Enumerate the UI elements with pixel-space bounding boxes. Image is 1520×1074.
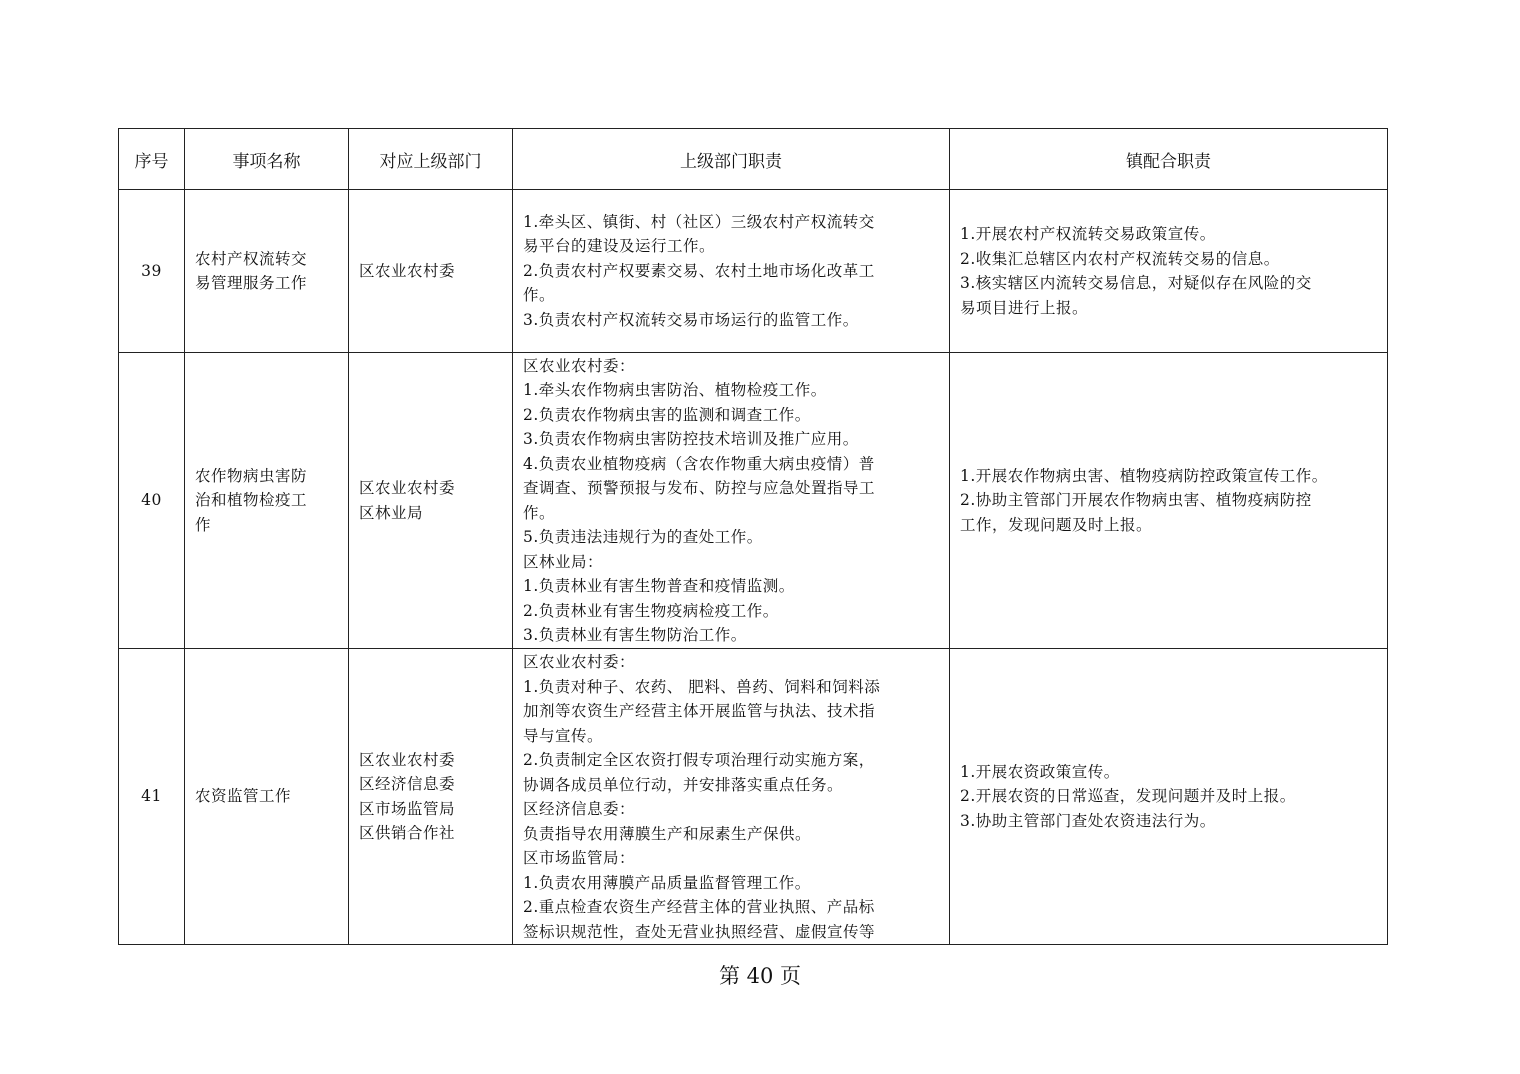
header-number: 序号 <box>119 129 185 190</box>
duty-line: 2.负责制定全区农资打假专项治理行动实施方案， <box>523 751 875 769</box>
duty-line: 作。 <box>523 503 556 522</box>
duty-line: 2.开展农资的日常巡查，发现问题并及时上报。 <box>960 787 1296 806</box>
duty-line: 易平台的建设及运行工作。 <box>523 237 716 256</box>
department-cell <box>349 190 513 353</box>
duty-line: 5.负责违法违规行为的查处工作。 <box>523 528 763 546</box>
department-line: 区市场监管局 <box>359 799 456 818</box>
item-name-line: 治和植物检疫工 <box>195 491 308 510</box>
duty-line: 1.负责林业有害生物普查和疫情监测。 <box>523 577 795 595</box>
duty-line: 2.协助主管部门开展农作物病虫害、植物疫病防控 <box>960 491 1312 510</box>
table-row <box>119 190 1388 353</box>
duty-line: 区农业农村委： <box>523 356 636 375</box>
duty-line: 负责指导农用薄膜生产和尿素生产保供。 <box>523 824 812 843</box>
table-row <box>119 353 1388 649</box>
header-upper-duties: 上级部门职责 <box>513 129 950 190</box>
duty-line: 2.收集汇总辖区内农村产权流转交易的信息。 <box>960 249 1280 268</box>
header-upper-department: 对应上级部门 <box>349 129 513 190</box>
duty-line: 查调查、预警预报与发布、防控与应急处置指导工 <box>523 479 876 497</box>
item-name-cell <box>185 353 349 649</box>
duty-table <box>118 128 1388 945</box>
department-cell <box>349 353 513 649</box>
item-name-line: 易管理服务工作 <box>195 274 308 292</box>
department-line: 区农业农村委 <box>359 750 456 769</box>
upper-duties-cell <box>513 353 950 649</box>
duty-line: 1.负责对种子、农药、 肥料、兽药、饲料和饲料添 <box>523 677 881 696</box>
duty-line: 3.协助主管部门查处农资违法行为。 <box>960 811 1216 830</box>
duty-line: 区市场监管局： <box>523 849 636 867</box>
duty-line: 区经济信息委： <box>523 800 636 818</box>
upper-duties-cell <box>513 649 950 945</box>
department-line: 区农业农村委 <box>359 479 456 497</box>
department-cell <box>349 649 513 945</box>
department-line: 区农业农村委 <box>359 261 456 280</box>
duty-line: 加剂等农资生产经营主体开展监管与执法、技术指 <box>523 702 876 720</box>
duty-line: 作。 <box>523 286 556 305</box>
duty-line: 1.负责农用薄膜产品质量监督管理工作。 <box>523 873 811 892</box>
duty-line: 3.负责林业有害生物防治工作。 <box>523 626 747 644</box>
duty-line: 3.负责农作物病虫害防控技术培训及推广应用。 <box>523 430 859 448</box>
row-number: 39 <box>119 190 185 353</box>
town-duties-cell <box>950 649 1388 945</box>
row-number: 40 <box>119 353 185 649</box>
table-header-row <box>119 129 1388 190</box>
item-name-cell <box>185 190 349 353</box>
header-item-name: 事项名称 <box>185 129 349 190</box>
department-line: 区经济信息委 <box>359 775 456 793</box>
duty-line: 2.负责农村产权要素交易、农村土地市场化改革工 <box>523 261 875 280</box>
table-row <box>119 649 1388 945</box>
duty-line: 易项目进行上报。 <box>960 298 1089 317</box>
header-town-duties: 镇配合职责 <box>950 129 1388 190</box>
duty-line: 签标识规范性，查处无营业执照经营、虚假宣传等 <box>523 922 876 941</box>
duty-line: 4.负责农业植物疫病（含农作物重大病虫疫情）普 <box>523 454 875 473</box>
department-line: 区林业局 <box>359 503 424 522</box>
duty-line: 3.负责农村产权流转交易市场运行的监管工作。 <box>523 310 859 329</box>
duty-line: 区农业农村委： <box>523 653 636 671</box>
item-name-line: 农作物病虫害防 <box>195 466 308 485</box>
duty-line: 1.牵头区、镇街、村（社区）三级农村产权流转交 <box>523 212 875 231</box>
duty-line: 1.牵头农作物病虫害防治、植物检疫工作。 <box>523 381 827 399</box>
duty-line: 1.开展农作物病虫害、植物疫病防控政策宣传工作。 <box>960 466 1328 485</box>
page-number: 第 40 页 <box>718 964 802 988</box>
duty-line: 2.重点检查农资生产经营主体的营业执照、产品标 <box>523 898 875 916</box>
duty-line: 2.负责林业有害生物疫病检疫工作。 <box>523 601 779 620</box>
department-line: 区供销合作社 <box>359 824 456 842</box>
duty-line: 协调各成员单位行动，并安排落实重点任务。 <box>523 775 844 794</box>
duty-line: 1.开展农村产权流转交易政策宣传。 <box>960 225 1216 243</box>
duty-line: 1.开展农资政策宣传。 <box>960 762 1120 781</box>
item-name-cell <box>185 649 349 945</box>
item-name-line: 作 <box>195 515 212 534</box>
duty-line: 区林业局： <box>523 552 604 571</box>
duty-line: 2.负责农作物病虫害的监测和调查工作。 <box>523 405 811 424</box>
town-duties-cell <box>950 190 1388 353</box>
duty-line: 3.核实辖区内流转交易信息，对疑似存在风险的交 <box>960 274 1312 292</box>
duty-line: 导与宣传。 <box>523 726 604 745</box>
item-name-line: 农资监管工作 <box>195 787 292 806</box>
item-name-line: 农村产权流转交 <box>195 249 308 268</box>
upper-duties-cell <box>513 190 950 353</box>
duty-line: 工作，发现问题及时上报。 <box>960 515 1153 534</box>
row-number: 41 <box>119 649 185 945</box>
town-duties-cell <box>950 353 1388 649</box>
